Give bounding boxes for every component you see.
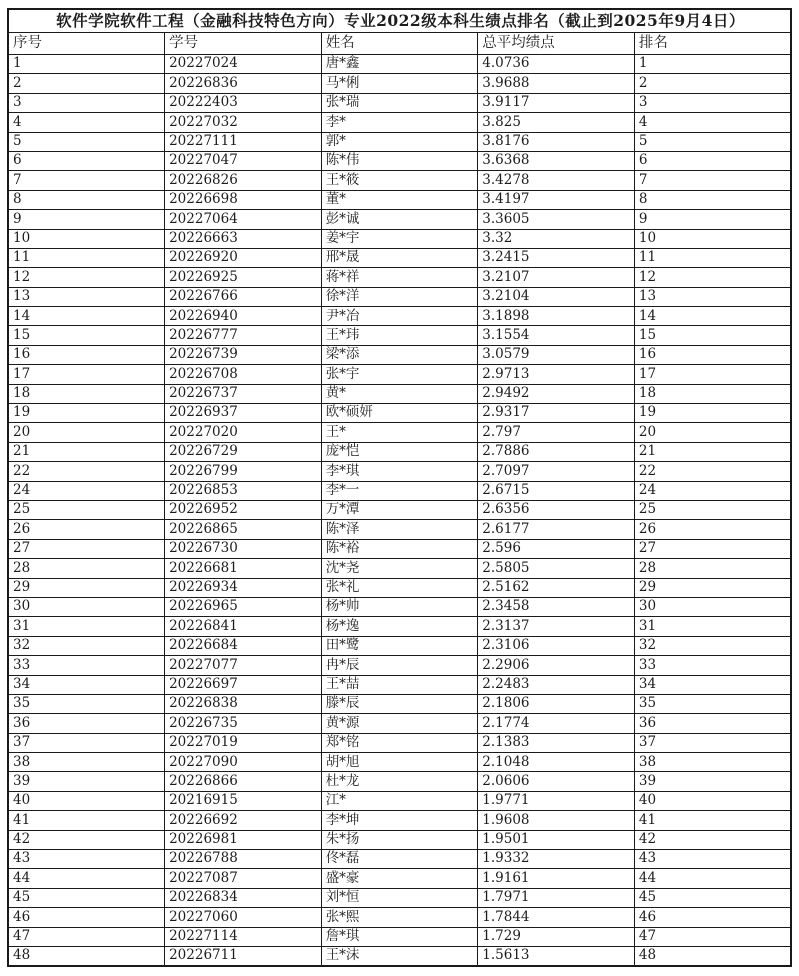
table-row [8,675,791,694]
cell-index: 13 [8,287,165,306]
table-row [8,384,791,403]
cell-index: 28 [8,559,165,578]
cell-rank: 29 [634,578,791,597]
cell-student-id: 20226920 [165,248,322,267]
cell-name: 李*坤 [321,811,478,830]
cell-index: 6 [8,151,165,170]
table-row [8,830,791,849]
cell-gpa: 1.7844 [478,908,635,927]
cell-gpa: 2.6715 [478,481,635,500]
table-row [8,442,791,461]
cell-student-id: 20227032 [165,113,322,132]
cell-student-id: 20227087 [165,869,322,888]
cell-rank: 47 [634,927,791,946]
cell-gpa: 2.1048 [478,753,635,772]
cell-index: 10 [8,229,165,248]
table-row [8,791,791,810]
cell-rank: 48 [634,946,791,965]
cell-name: 庞*恺 [321,442,478,461]
table-title: 软件学院软件工程（金融科技特色方向）专业2022级本科生绩点排名（截止到2025年9月4日） [8,9,791,33]
cell-rank: 44 [634,869,791,888]
cell-gpa: 2.3137 [478,617,635,636]
cell-name: 黄* [321,384,478,403]
cell-rank: 36 [634,714,791,733]
cell-rank: 14 [634,307,791,326]
cell-index: 26 [8,520,165,539]
table-row [8,132,791,151]
cell-rank: 10 [634,229,791,248]
cell-index: 42 [8,830,165,849]
cell-rank: 18 [634,384,791,403]
table-row [8,811,791,830]
cell-gpa: 3.1898 [478,307,635,326]
cell-index: 35 [8,694,165,713]
table-row [8,636,791,655]
cell-student-id: 20226737 [165,384,322,403]
cell-index: 20 [8,423,165,442]
cell-index: 39 [8,772,165,791]
cell-student-id: 20226838 [165,694,322,713]
cell-gpa: 3.4278 [478,171,635,190]
table-row [8,597,791,616]
cell-student-id: 20227020 [165,423,322,442]
cell-student-id: 20226841 [165,617,322,636]
cell-name: 陈*裕 [321,539,478,558]
cell-name: 滕*辰 [321,694,478,713]
cell-gpa: 3.9688 [478,74,635,93]
cell-gpa: 3.4197 [478,190,635,209]
table-row [8,500,791,519]
cell-rank: 26 [634,520,791,539]
table-body [8,55,791,966]
cell-index: 32 [8,636,165,655]
cell-index: 19 [8,404,165,423]
column-header: 排名 [634,33,791,55]
cell-index: 34 [8,675,165,694]
cell-name: 詹*琪 [321,927,478,946]
cell-rank: 2 [634,74,791,93]
table-row [8,753,791,772]
cell-index: 14 [8,307,165,326]
cell-index: 22 [8,462,165,481]
cell-student-id: 20227090 [165,753,322,772]
cell-name: 沈*尧 [321,559,478,578]
cell-rank: 22 [634,462,791,481]
cell-name: 盛*豪 [321,869,478,888]
table-row [8,733,791,752]
cell-name: 万*潭 [321,500,478,519]
cell-rank: 1 [634,55,791,74]
cell-student-id: 20226925 [165,268,322,287]
cell-rank: 34 [634,675,791,694]
cell-student-id: 20226681 [165,559,322,578]
cell-rank: 38 [634,753,791,772]
cell-student-id: 20226934 [165,578,322,597]
cell-name: 王* [321,423,478,442]
cell-name: 马*俐 [321,74,478,93]
cell-gpa: 2.6356 [478,500,635,519]
cell-index: 24 [8,481,165,500]
cell-name: 李*一 [321,481,478,500]
cell-name: 尹*冶 [321,307,478,326]
table-row [8,772,791,791]
cell-student-id: 20227024 [165,55,322,74]
cell-index: 25 [8,500,165,519]
cell-gpa: 3.1554 [478,326,635,345]
cell-rank: 31 [634,617,791,636]
cell-index: 8 [8,190,165,209]
cell-rank: 24 [634,481,791,500]
table-row [8,171,791,190]
cell-name: 欧*硕妍 [321,404,478,423]
cell-index: 31 [8,617,165,636]
cell-index: 12 [8,268,165,287]
cell-student-id: 20226698 [165,190,322,209]
cell-rank: 46 [634,908,791,927]
cell-name: 张*礼 [321,578,478,597]
cell-student-id: 20226836 [165,74,322,93]
cell-rank: 4 [634,113,791,132]
cell-name: 郑*铭 [321,733,478,752]
cell-gpa: 3.9117 [478,93,635,112]
cell-gpa: 2.797 [478,423,635,442]
cell-rank: 13 [634,287,791,306]
cell-rank: 33 [634,656,791,675]
cell-rank: 28 [634,559,791,578]
cell-student-id: 20226708 [165,365,322,384]
cell-index: 45 [8,888,165,907]
table-row [8,55,791,74]
cell-name: 董* [321,190,478,209]
cell-index: 27 [8,539,165,558]
cell-name: 杨*逸 [321,617,478,636]
cell-gpa: 2.9713 [478,365,635,384]
cell-rank: 3 [634,93,791,112]
cell-gpa: 2.0606 [478,772,635,791]
cell-name: 王*筱 [321,171,478,190]
cell-rank: 43 [634,850,791,869]
header-row [8,33,791,55]
cell-name: 王*沫 [321,946,478,965]
cell-index: 7 [8,171,165,190]
table-row [8,869,791,888]
cell-name: 佟*磊 [321,850,478,869]
cell-gpa: 3.3605 [478,210,635,229]
column-header: 姓名 [321,33,478,55]
cell-gpa: 2.7097 [478,462,635,481]
cell-rank: 7 [634,171,791,190]
cell-student-id: 20226766 [165,287,322,306]
cell-gpa: 2.5162 [478,578,635,597]
table-row [8,287,791,306]
cell-rank: 37 [634,733,791,752]
table-row [8,151,791,170]
table-row [8,365,791,384]
cell-name: 黄*源 [321,714,478,733]
cell-gpa: 2.1806 [478,694,635,713]
cell-name: 陈*伟 [321,151,478,170]
cell-student-id: 20226777 [165,326,322,345]
cell-student-id: 20226735 [165,714,322,733]
cell-name: 姜*宇 [321,229,478,248]
cell-rank: 32 [634,636,791,655]
table-row [8,908,791,927]
table-row [8,229,791,248]
table-title-row [8,9,791,33]
cell-student-id: 20226866 [165,772,322,791]
cell-index: 4 [8,113,165,132]
cell-name: 唐*鑫 [321,55,478,74]
cell-index: 3 [8,93,165,112]
cell-index: 16 [8,345,165,364]
table-row [8,268,791,287]
cell-student-id: 20222403 [165,93,322,112]
cell-rank: 11 [634,248,791,267]
cell-index: 29 [8,578,165,597]
table-row [8,113,791,132]
cell-student-id: 20226826 [165,171,322,190]
cell-index: 36 [8,714,165,733]
cell-name: 陈*泽 [321,520,478,539]
cell-gpa: 2.7886 [478,442,635,461]
cell-gpa: 3.6368 [478,151,635,170]
column-header: 序号 [8,33,165,55]
table-row [8,345,791,364]
cell-name: 杨*帅 [321,597,478,616]
cell-student-id: 20226940 [165,307,322,326]
cell-student-id: 20226853 [165,481,322,500]
cell-gpa: 2.1774 [478,714,635,733]
cell-rank: 12 [634,268,791,287]
table-row [8,481,791,500]
table-row [8,850,791,869]
table-row [8,520,791,539]
cell-gpa: 2.1383 [478,733,635,752]
cell-student-id: 20226739 [165,345,322,364]
cell-index: 9 [8,210,165,229]
cell-gpa: 1.729 [478,927,635,946]
cell-rank: 45 [634,888,791,907]
cell-gpa: 3.825 [478,113,635,132]
cell-name: 张*宇 [321,365,478,384]
cell-student-id: 20226663 [165,229,322,248]
cell-rank: 5 [634,132,791,151]
cell-student-id: 20227114 [165,927,322,946]
column-header: 总平均绩点 [478,33,635,55]
cell-student-id: 20226799 [165,462,322,481]
cell-gpa: 1.9771 [478,791,635,810]
cell-name: 田*鹭 [321,636,478,655]
cell-student-id: 20226981 [165,830,322,849]
cell-rank: 20 [634,423,791,442]
cell-name: 李* [321,113,478,132]
cell-index: 21 [8,442,165,461]
cell-index: 18 [8,384,165,403]
cell-name: 王*玮 [321,326,478,345]
cell-rank: 17 [634,365,791,384]
cell-index: 38 [8,753,165,772]
cell-student-id: 20226692 [165,811,322,830]
cell-index: 37 [8,733,165,752]
cell-student-id: 20226729 [165,442,322,461]
cell-index: 40 [8,791,165,810]
cell-rank: 35 [634,694,791,713]
cell-gpa: 3.0579 [478,345,635,364]
cell-rank: 15 [634,326,791,345]
cell-index: 30 [8,597,165,616]
cell-student-id: 20226952 [165,500,322,519]
cell-rank: 30 [634,597,791,616]
cell-rank: 9 [634,210,791,229]
table-row [8,656,791,675]
cell-name: 李*琪 [321,462,478,481]
cell-index: 11 [8,248,165,267]
cell-student-id: 20227047 [165,151,322,170]
cell-student-id: 20226937 [165,404,322,423]
cell-gpa: 2.3106 [478,636,635,655]
cell-gpa: 2.9492 [478,384,635,403]
cell-name: 邢*晟 [321,248,478,267]
cell-name: 朱*扬 [321,830,478,849]
cell-rank: 40 [634,791,791,810]
cell-rank: 16 [634,345,791,364]
cell-index: 46 [8,908,165,927]
cell-name: 梁*添 [321,345,478,364]
cell-gpa: 2.2483 [478,675,635,694]
cell-name: 刘*恒 [321,888,478,907]
table-row [8,462,791,481]
table-row [8,74,791,93]
table-row [8,714,791,733]
gpa-ranking-table [7,8,792,967]
cell-name: 江* [321,791,478,810]
cell-student-id: 20226788 [165,850,322,869]
cell-gpa: 4.0736 [478,55,635,74]
cell-student-id: 20226865 [165,520,322,539]
cell-student-id: 20227060 [165,908,322,927]
table-row [8,694,791,713]
cell-student-id: 20226834 [165,888,322,907]
cell-gpa: 3.2107 [478,268,635,287]
table-row [8,326,791,345]
cell-name: 杜*龙 [321,772,478,791]
cell-rank: 27 [634,539,791,558]
cell-student-id: 20227064 [165,210,322,229]
cell-name: 徐*洋 [321,287,478,306]
cell-gpa: 1.9332 [478,850,635,869]
table-row [8,307,791,326]
cell-name: 王*喆 [321,675,478,694]
cell-gpa: 3.8176 [478,132,635,151]
cell-student-id: 20226697 [165,675,322,694]
cell-student-id: 20216915 [165,791,322,810]
cell-index: 47 [8,927,165,946]
cell-gpa: 2.596 [478,539,635,558]
table-row [8,248,791,267]
cell-rank: 21 [634,442,791,461]
cell-index: 43 [8,850,165,869]
cell-index: 48 [8,946,165,965]
table-row [8,946,791,965]
table-row [8,190,791,209]
cell-index: 2 [8,74,165,93]
table-row [8,404,791,423]
cell-index: 17 [8,365,165,384]
cell-name: 胡*旭 [321,753,478,772]
cell-gpa: 1.9161 [478,869,635,888]
cell-name: 张*瑞 [321,93,478,112]
cell-gpa: 3.32 [478,229,635,248]
cell-student-id: 20226684 [165,636,322,655]
cell-gpa: 1.5613 [478,946,635,965]
cell-index: 41 [8,811,165,830]
cell-gpa: 2.5805 [478,559,635,578]
cell-gpa: 3.2104 [478,287,635,306]
cell-rank: 8 [634,190,791,209]
cell-rank: 25 [634,500,791,519]
column-header: 学号 [165,33,322,55]
cell-name: 冉*辰 [321,656,478,675]
table-row [8,927,791,946]
cell-rank: 39 [634,772,791,791]
cell-index: 15 [8,326,165,345]
cell-gpa: 2.2906 [478,656,635,675]
cell-name: 蒋*祥 [321,268,478,287]
cell-gpa: 2.9317 [478,404,635,423]
cell-student-id: 20227019 [165,733,322,752]
cell-rank: 41 [634,811,791,830]
cell-gpa: 1.9501 [478,830,635,849]
cell-gpa: 1.7971 [478,888,635,907]
cell-index: 5 [8,132,165,151]
cell-student-id: 20226965 [165,597,322,616]
cell-name: 郭* [321,132,478,151]
cell-student-id: 20227111 [165,132,322,151]
cell-gpa: 3.2415 [478,248,635,267]
table-row [8,888,791,907]
cell-student-id: 20226730 [165,539,322,558]
cell-index: 1 [8,55,165,74]
cell-rank: 42 [634,830,791,849]
table-row [8,423,791,442]
table-row [8,210,791,229]
cell-index: 44 [8,869,165,888]
cell-rank: 6 [634,151,791,170]
table-row [8,93,791,112]
cell-gpa: 2.3458 [478,597,635,616]
table-row [8,617,791,636]
table-row [8,559,791,578]
cell-rank: 19 [634,404,791,423]
cell-student-id: 20226711 [165,946,322,965]
cell-gpa: 1.9608 [478,811,635,830]
cell-gpa: 2.6177 [478,520,635,539]
table-row [8,578,791,597]
cell-name: 彭*诚 [321,210,478,229]
cell-index: 33 [8,656,165,675]
cell-name: 张*熙 [321,908,478,927]
table-row [8,539,791,558]
cell-student-id: 20227077 [165,656,322,675]
